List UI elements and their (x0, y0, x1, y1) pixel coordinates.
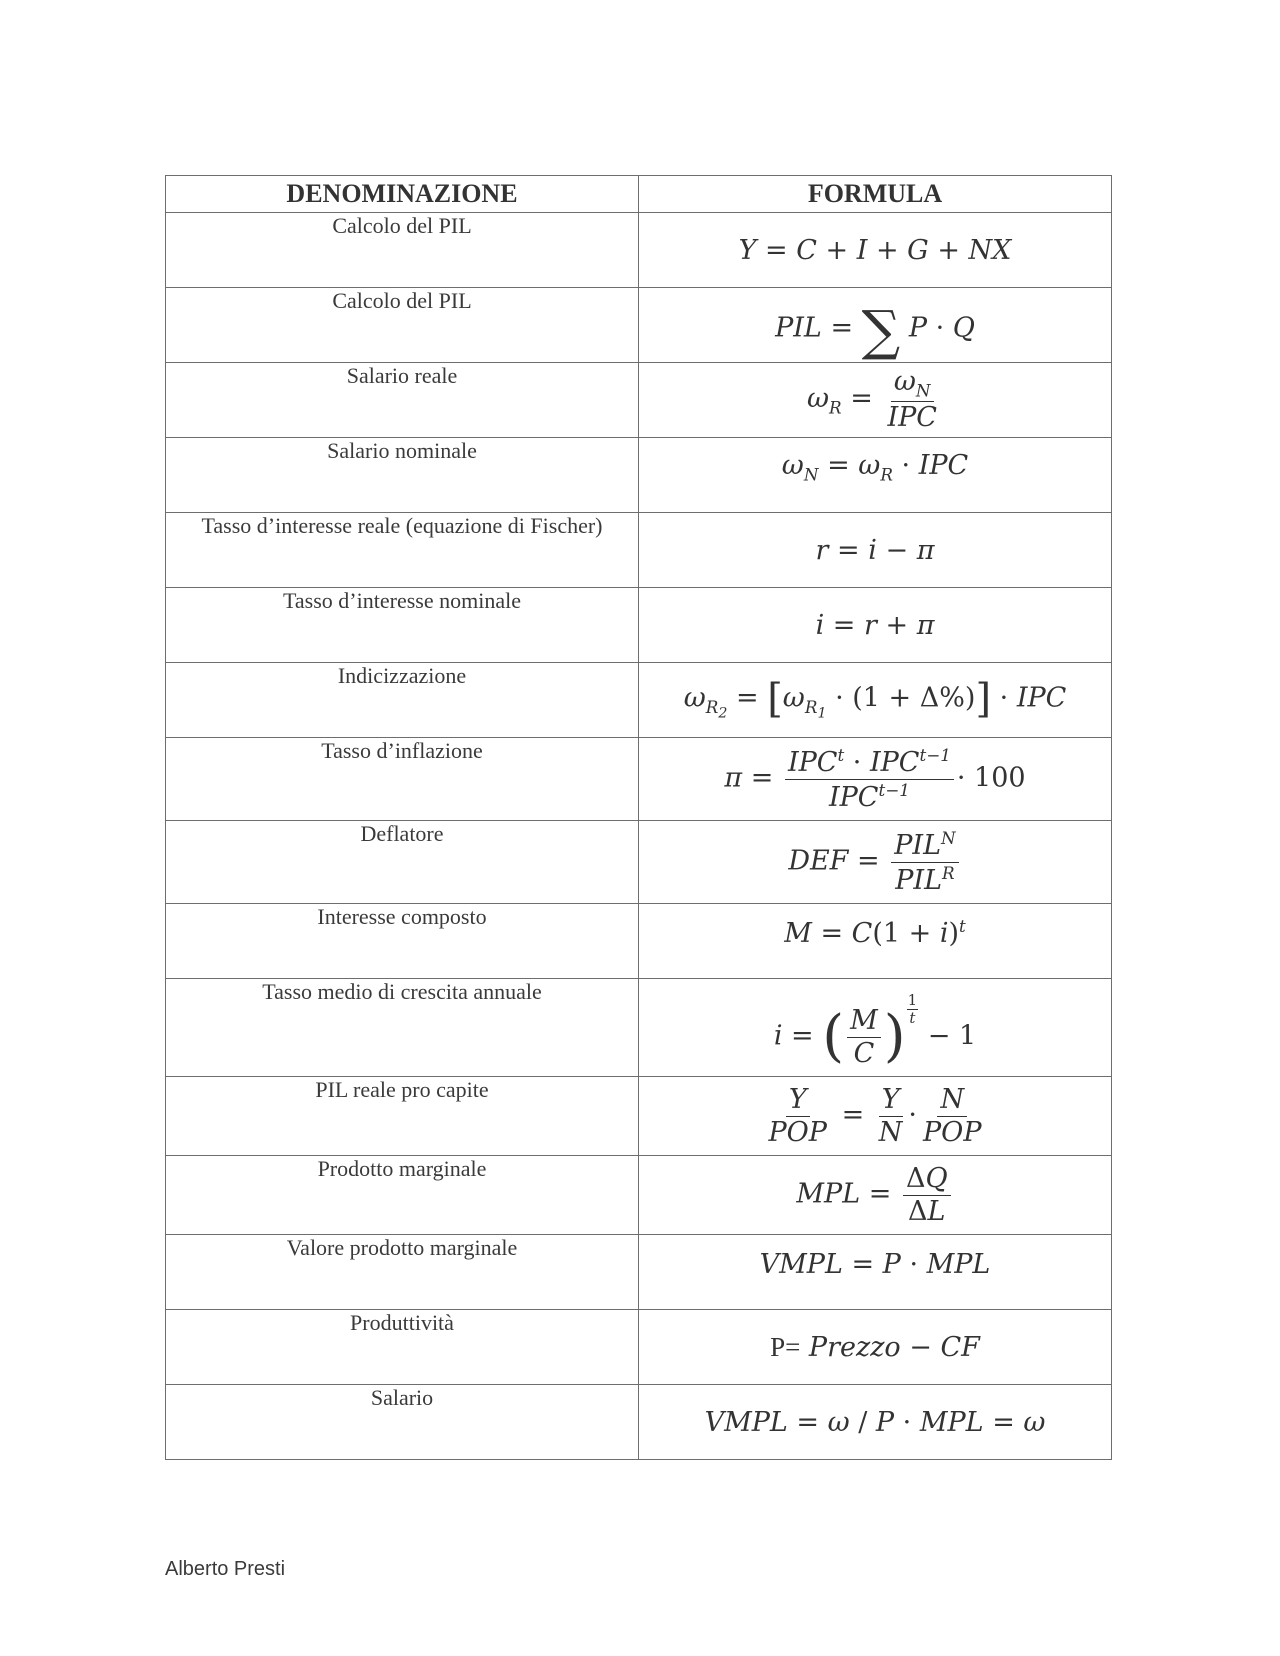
row-name: Tasso d’interesse reale (equazione di Fischer) (166, 513, 639, 588)
row-formula (639, 1235, 1112, 1310)
row-formula (639, 213, 1112, 288)
table-row (166, 1310, 1112, 1385)
table-row (166, 438, 1112, 513)
formula-table (165, 175, 1112, 1460)
row-formula (639, 288, 1112, 363)
formula-wage: VMPL = ω / P · MPL = ω (704, 1406, 1046, 1438)
row-name: Salario (166, 1385, 639, 1460)
row-name: Calcolo del PIL (166, 213, 639, 288)
row-formula (639, 438, 1112, 513)
formula-inflation: π = $\frac{IPC^t \cdot IPC^{t-1}}{IPC^{t-1}}$ · 100 (724, 744, 1026, 813)
formula-average-growth: i = ( $\frac{M}{C}$ ) $\frac{1}{t}$ − 1 (773, 991, 977, 1070)
formula-fisher-nominal: i = r + π (815, 609, 935, 641)
row-name: Valore prodotto marginale (166, 1235, 639, 1310)
row-formula (639, 1077, 1112, 1156)
row-formula (639, 588, 1112, 663)
formula-indexation: $\omega_{R_2} = [\omega_{R_1} \cdot (1 + \Delta\%)]$ · IPC (683, 675, 1067, 722)
formula-gdp-per-capita: $\frac{Y}{\text{POP}}$ = $\frac{Y}{N}$ · $\frac{N}{\text{POP}}$ (768, 1083, 982, 1148)
table-row (166, 738, 1112, 821)
row-name: Calcolo del PIL (166, 288, 639, 363)
table-row (166, 363, 1112, 438)
row-name: Salario nominale (166, 438, 639, 513)
formula-productivity: P= Prezzo − CF (770, 1331, 980, 1363)
row-formula (639, 821, 1112, 904)
row-name: Indicizzazione (166, 663, 639, 738)
formula-deflator: DEF = $\frac{PIL^N}{PIL^R}$ (788, 829, 961, 895)
table-row (166, 979, 1112, 1077)
header-denominazione: DENOMINAZIONE (166, 176, 639, 213)
formula-real-wage: $\omega_R$ = $\frac{\omega_N}{\text{IPC}}$ (807, 366, 937, 434)
row-name: Tasso d’interesse nominale (166, 588, 639, 663)
row-formula (639, 979, 1112, 1077)
table-row (166, 821, 1112, 904)
row-name: Prodotto marginale (166, 1156, 639, 1235)
row-name: Salario reale (166, 363, 639, 438)
formula-compound-interest: $M = C(1 + i)^t$ (784, 916, 966, 950)
table-row (166, 588, 1112, 663)
table-row (166, 288, 1112, 363)
row-formula (639, 513, 1112, 588)
row-formula (639, 663, 1112, 738)
row-name: Tasso d’inflazione (166, 738, 639, 821)
row-formula (639, 1385, 1112, 1460)
formula-marginal-product: MPL = $\frac{\Delta Q}{\Delta L}$ (796, 1164, 953, 1226)
row-formula (639, 1310, 1112, 1385)
table-header-row (166, 176, 1112, 213)
row-formula (639, 738, 1112, 821)
formula-vmpl: VMPL = P · MPL (759, 1248, 991, 1280)
footer-author: Alberto Presti (165, 1558, 286, 1580)
table-row (166, 1077, 1112, 1156)
table-row (166, 904, 1112, 979)
formula-gdp-sum: PIL = ∑ P · Q (775, 299, 975, 362)
table-row (166, 663, 1112, 738)
table-row (166, 1156, 1112, 1235)
row-name: Interesse composto (166, 904, 639, 979)
table-row (166, 513, 1112, 588)
header-formula: FORMULA (639, 176, 1112, 213)
table-row (166, 1235, 1112, 1310)
row-name: Produttività (166, 1310, 639, 1385)
table-row (166, 213, 1112, 288)
row-formula (639, 1156, 1112, 1235)
formula-fisher-real: r = i − π (815, 534, 935, 566)
formula-nominal-wage: $\omega_N = \omega_R$ · IPC (781, 449, 969, 485)
row-name: Deflatore (166, 821, 639, 904)
table-row (166, 1385, 1112, 1460)
row-name: Tasso medio di crescita annuale (166, 979, 639, 1077)
row-name: PIL reale pro capite (166, 1077, 639, 1156)
formula-gdp-expenditure: Y = C + I + G + NX (738, 234, 1012, 266)
row-formula (639, 363, 1112, 438)
row-formula (639, 904, 1112, 979)
